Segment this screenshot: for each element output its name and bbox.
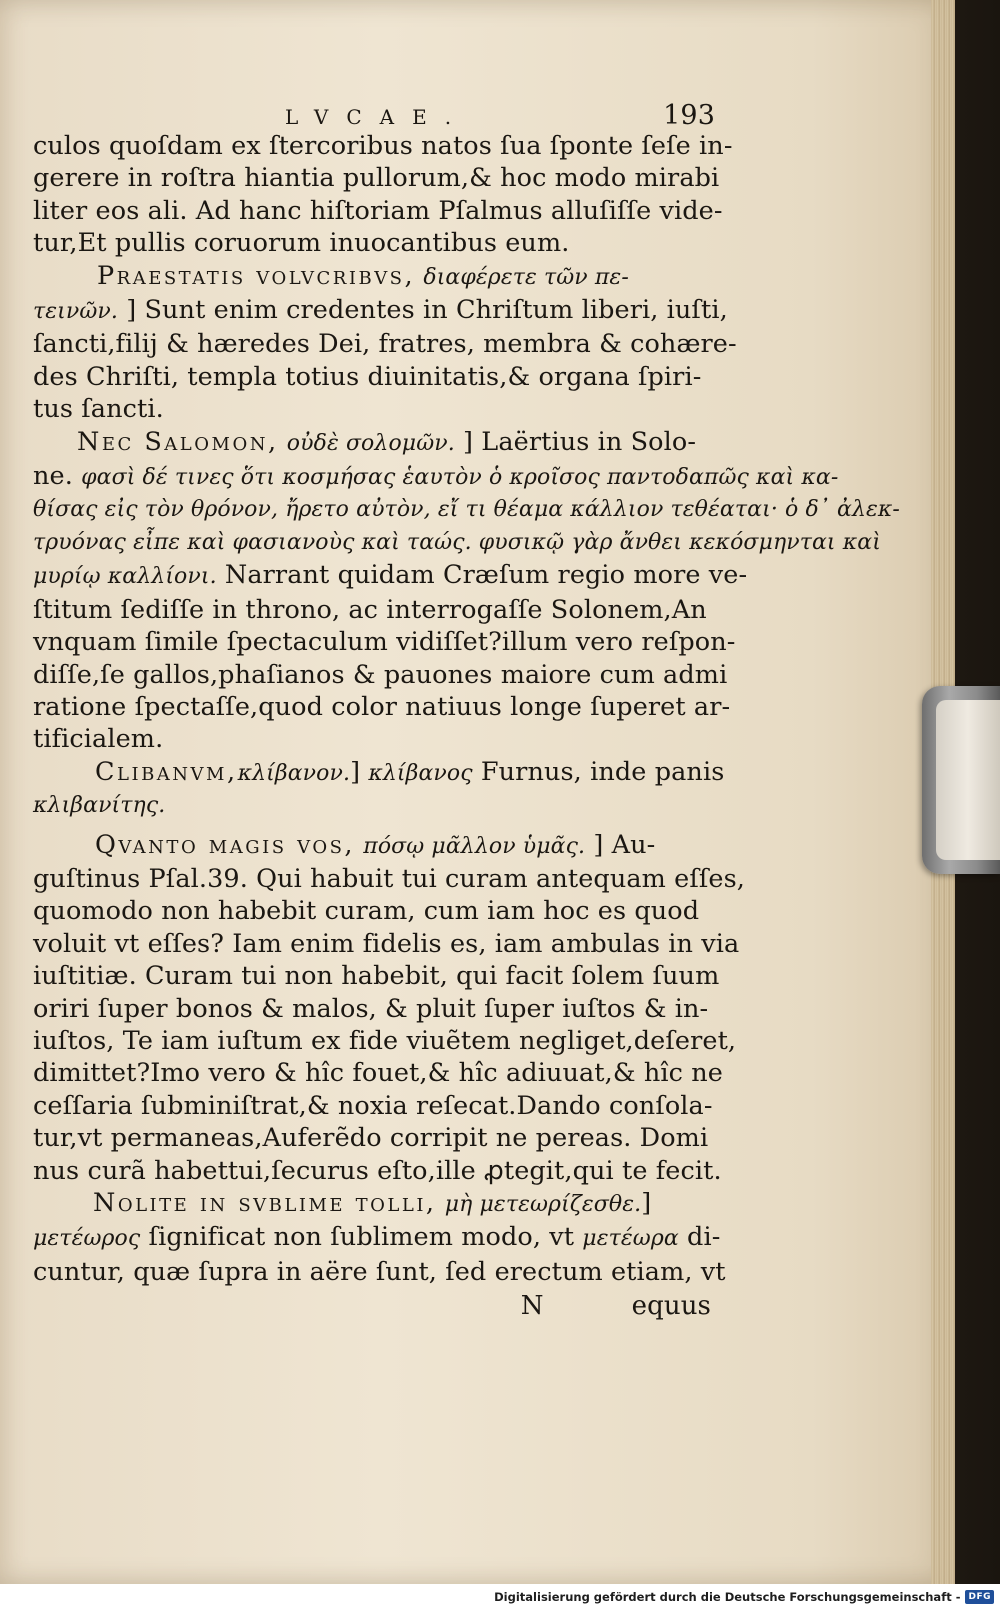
text-line: tur,vt permaneas,Auferẽdo corripit ne pereas. Domi (33, 1123, 709, 1154)
greek-text: μὴ μετεωρίζεσθε. (444, 1192, 642, 1217)
text-line (33, 756, 723, 790)
text-line: voluit vt eſſes? Iam enim fidelis es, iam ambulas in via (33, 928, 740, 959)
greek-text: μετέωρος (33, 1226, 141, 1252)
greek-text: πόσῳ μᾶλλον ὑμᾶς. (363, 833, 586, 859)
text-line (33, 426, 723, 460)
text-line: culos quoſdam ex ſtercoribus natos ſua ſponte ſeſe in- (33, 131, 733, 161)
lemma: Praestatis volvcribvs, (97, 260, 416, 291)
greek-text: κλίβανος (368, 760, 473, 786)
text-line: vnquam ſimile ſpectaculum vidiſſet?illum vero reſpon- (33, 627, 736, 658)
greek-text: μυρίῳ καλλίονι. (33, 564, 217, 590)
greek-line: τρυόνας εἶπε καὶ φασιανοὺς καὶ ταώς. φυσικῷ γὰρ ἄνθει κεκόσμηνται καὶ (33, 529, 881, 555)
text-line (33, 829, 723, 863)
latin-text: ] Au- (585, 829, 656, 860)
footer-credit: Digitalisierung gefördert durch die Deutsche Forschungsgemeinschaft - (494, 1590, 961, 1604)
greek-line: θίσας εἰς τὸν θρόνον, ἤρετο αὐτὸν, εἴ τι θέαμα κάλλιον τεθέαται· ὁ δ᾽ ἀλεκ- (33, 497, 900, 523)
text-line (33, 260, 723, 294)
greek-text: τεινῶν. (33, 299, 118, 325)
signature-mark: N (520, 1291, 544, 1322)
lemma: Nec Salomon, (77, 426, 279, 457)
digitization-footer (0, 1584, 1000, 1610)
text-line: des Chriſti, templa totius diuinitatis,& organa ſpiri- (33, 361, 702, 392)
greek-text: οὐδὲ σολομῶν. (286, 430, 455, 456)
text-line: tificialem. (33, 724, 164, 755)
text-line: gerere in roſtra hiantia pullorum,& hoc modo mirabi (33, 163, 720, 194)
text-line: dimittet?Imo vero & hîc fouet,& hîc adiuuat,& hîc ne (33, 1058, 723, 1089)
lemma: Nolite in svblime tolli, (93, 1188, 437, 1218)
latin-text: ] Sunt enim credentes in Chriſtum liberi, iuſti, (126, 295, 728, 326)
latin-text: ] (350, 756, 369, 787)
lemma: Qvanto magis vos, (95, 829, 356, 860)
latin-text: ] (641, 1188, 652, 1218)
text-line: ratione ſpectaſſe,quod color natiuus longe ſuperet ar- (33, 691, 731, 722)
page-number: 193 (663, 100, 715, 131)
latin-text: ne. (33, 461, 73, 492)
catchword: equus (631, 1291, 711, 1322)
running-head: LVCAE. (285, 105, 470, 129)
latin-text: di- (678, 1222, 721, 1253)
page-text (33, 100, 900, 1323)
greek-text: διαφέρετε τῶν πε- (423, 264, 629, 290)
text-line: cuntur, quæ ſupra in aëre ſunt, ſed erectum etiam, vt (33, 1256, 726, 1287)
dfg-logo-icon: DFG (965, 1590, 994, 1604)
text-line (33, 294, 728, 328)
text-line: tus ſancti. (33, 394, 164, 425)
page-header (33, 100, 723, 130)
text-line (33, 460, 839, 494)
latin-text: ſignificat non ſublimem modo, vt (140, 1222, 583, 1253)
text-line: quomodo non habebit curam, cum iam hoc es quod (33, 896, 700, 927)
text-line: diſſe,ſe gallos,phaſianos & pauones maiore cum admi (33, 659, 728, 690)
text-line (33, 559, 748, 593)
text-line: ſancti,filij & hæredes Dei, fratres, membra & cohære- (33, 329, 737, 360)
bookmark-clip-inner (936, 700, 1000, 860)
text-line: liter eos ali. Ad hanc hiſtoriam Pſalmus alluſiſſe vide- (33, 195, 723, 226)
catchword-line (33, 1290, 723, 1322)
latin-text: Narrant quidam Cræſum regio more ve- (224, 560, 748, 591)
text-line: oriri ſuper bonos & malos, & pluit ſuper iuſtos & in- (33, 993, 709, 1024)
latin-text: ] Laërtius in Solo- (463, 426, 697, 457)
greek-line: κλιβανίτης. (33, 793, 166, 819)
text-line: guſtinus Pſal.39. Qui habuit tui curam antequam eſſes, (33, 863, 745, 894)
text-line (33, 1187, 723, 1221)
lemma: Clibanvm, (95, 756, 238, 787)
text-line: ſtitum ſediſſe in throno, ac interrogaſſe Solonem,An (33, 594, 707, 625)
greek-text: κλίβανον. (237, 760, 351, 786)
text-line: nus curã habettui,ſecurus eſto,ille ꝓtegit,qui te fecit. (33, 1155, 722, 1186)
latin-text: Furnus, inde panis (472, 756, 725, 787)
text-line (33, 1221, 723, 1255)
greek-text: μετέωρα (582, 1226, 679, 1252)
greek-text: φασὶ δέ τινες ὅτι κοσμήσας ἑαυτὸν ὁ κροῖσος παντοδαπῶς καὶ κα- (81, 465, 839, 491)
text-line: ceſſaria ſubminiſtrat,& noxia reſecat.Dando conſola- (33, 1090, 713, 1121)
text-line: iuſtitiæ. Curam tui non habebit, qui facit ſolem ſuum (33, 961, 720, 992)
text-line: iuſtos, Te iam iuſtum ex fide viuẽtem negliget,deſeret, (33, 1025, 737, 1056)
text-line: tur,Et pullis coruorum inuocantibus eum. (33, 228, 570, 259)
